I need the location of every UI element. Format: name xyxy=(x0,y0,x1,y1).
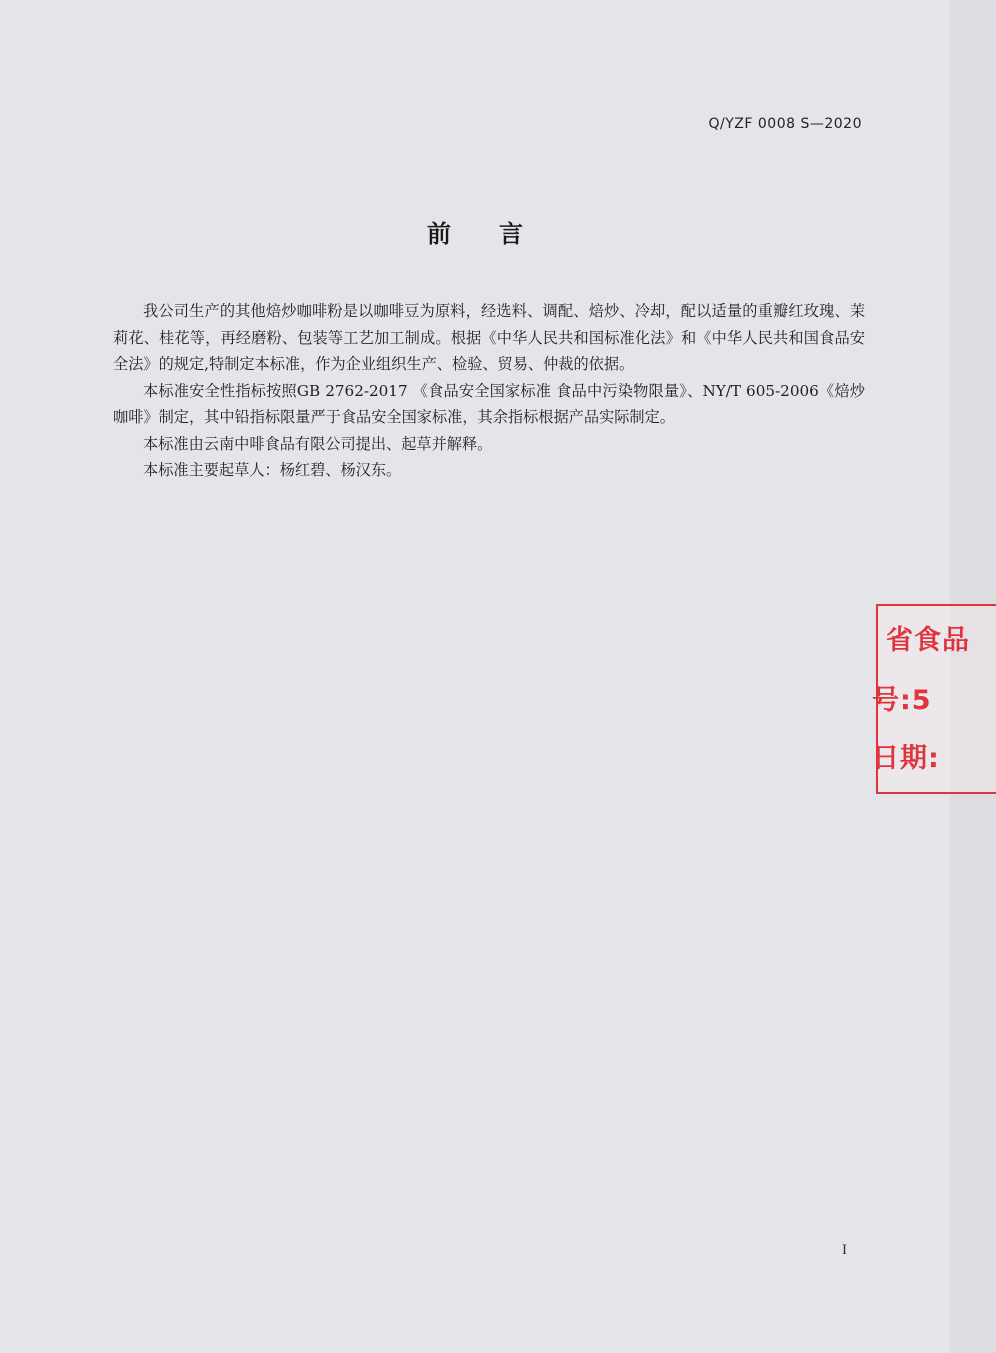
stamp-line-2: 号:5 xyxy=(872,685,932,716)
stamp-line-1: 省食品 xyxy=(886,625,970,656)
registration-stamp xyxy=(872,604,996,794)
page-title xyxy=(0,214,950,249)
title-char-2: 言 xyxy=(499,220,523,248)
paragraph-1: 我公司生产的其他焙炒咖啡粉是以咖啡豆为原料，经选料、调配、焙炒、冷却，配以适量的重瓣红玫瑰、茉莉花、桂花等，再经磨粉、包装等工艺加工制成。根据《中华人民共和国标准化法》和《中华人民共和国食品安全法》的规定,特制定本标准，作为企业组织生产、检验、贸易、仲裁的依据。 xyxy=(113,302,865,373)
paragraph-2: 本标准安全性指标按照GB 2762-2017 《食品安全国家标准 食品中污染物限量》、NY/T 605-2006《焙炒咖啡》制定，其中铅指标限量严于食品安全国家标准，其余指标根据产品实际制定。 xyxy=(113,381,865,426)
foreword-body xyxy=(113,298,865,484)
stamp-line-3: 日期: xyxy=(872,743,940,774)
page-number: I xyxy=(842,1242,847,1258)
paragraph-3: 本标准由云南中啡食品有限公司提出、起草并解释。 xyxy=(143,434,493,453)
document-code: Q/YZF 0008 S—2020 xyxy=(708,116,862,132)
title-char-1: 前 xyxy=(427,220,451,248)
paragraph-4: 本标准主要起草人：杨红碧、杨汉东。 xyxy=(143,461,402,479)
